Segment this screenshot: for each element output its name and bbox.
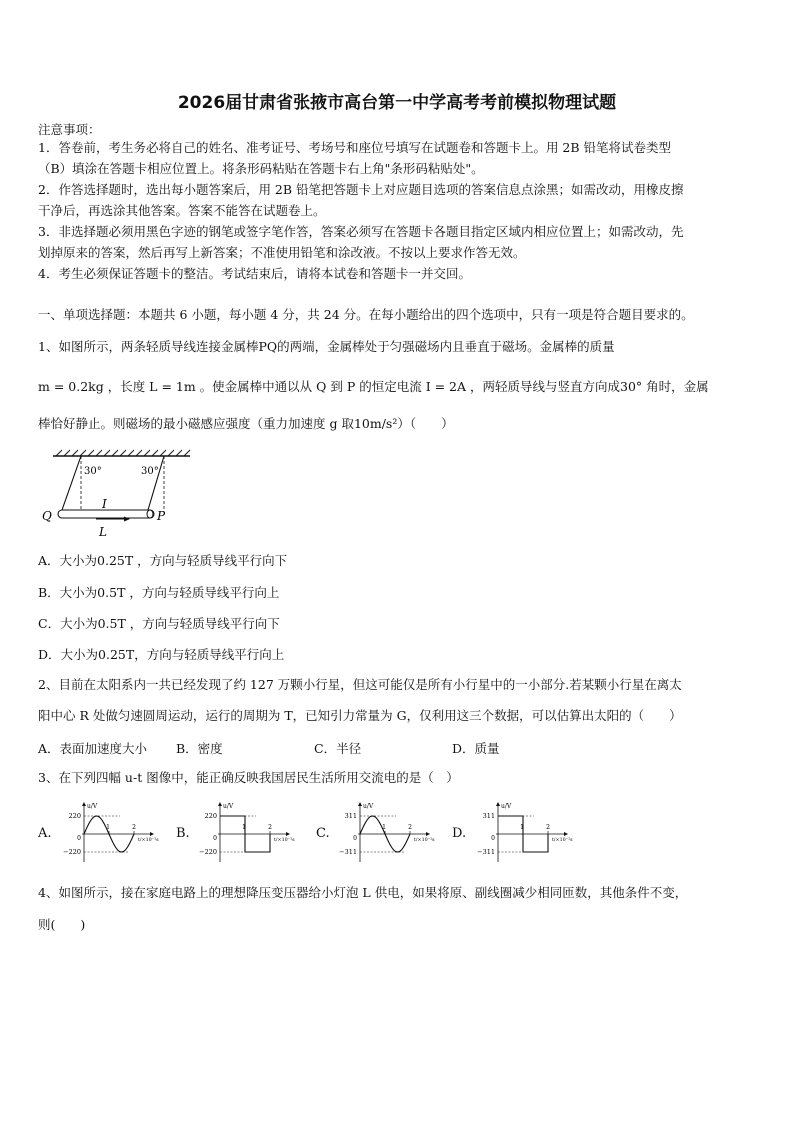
x-tick-label: 1: [382, 824, 386, 831]
x-tick-label: 1: [106, 824, 110, 831]
origin-label: 0: [353, 835, 357, 842]
x-tick-label: 1: [242, 824, 246, 831]
q1-end-q: Q: [42, 509, 52, 523]
q4-stem: 4、如图所示，接在家庭电路上的理想降压变压器给小灯泡 L 供电，如果将原、副线圈减少相同匝数，其他条件不变，: [38, 885, 688, 900]
notice-heading: 注意事项：: [38, 122, 101, 137]
y-axis-label: u/V: [501, 803, 512, 810]
q2-stem: 阳中心 R 处做匀速圆周运动，运行的周期为 T，已知引力常量为 G，仅利用这三个数据，可以估算出太阳的（ ）: [38, 708, 682, 723]
q3-option-d-label[interactable]: D.: [452, 826, 467, 841]
q1-angle-left: 30°: [84, 466, 102, 477]
q1-current-label: I: [102, 497, 107, 511]
x-axis-arrow: [426, 832, 430, 836]
x-tick-label: 1: [520, 824, 524, 831]
x-axis-label: t/×10⁻²s: [414, 838, 435, 843]
x-tick-label: 2: [408, 824, 412, 831]
q1-figure: [38, 448, 198, 544]
q3-graph-b[interactable]: [196, 800, 296, 866]
q2-option-b[interactable]: B．密度: [176, 741, 223, 756]
y-axis-arrow: [496, 802, 500, 806]
q3-option-c-label[interactable]: C.: [316, 826, 330, 841]
q3-graph-d[interactable]: [474, 800, 574, 866]
x-axis-arrow: [286, 832, 290, 836]
x-tick-label: 2: [268, 824, 272, 831]
y-axis-arrow: [82, 802, 86, 806]
q2-option-a[interactable]: A．表面加速度大小: [38, 741, 148, 756]
q1-stem: 1、如图所示，两条轻质导线连接金属棒PQ的两端，金属棒处于匀强磁场内且垂直于磁场。金属棒的质量: [38, 339, 615, 354]
q3-option-a-label[interactable]: A.: [38, 826, 52, 841]
notice-line: 划掉原来的答案，然后再写上新答案；不准使用铅笔和涂改液。不按以上要求作答无效。: [38, 245, 526, 260]
q4-stem: 则( ): [38, 917, 86, 932]
section-heading: 一、单项选择题：本题共 6 小题，每小题 4 分，共 24 分。在每小题给出的四个选项中，只有一项是符合题目要求的。: [38, 307, 694, 322]
x-axis-label: t/×10⁻²s: [274, 838, 295, 843]
x-axis-label: t/×10⁻²s: [138, 838, 159, 843]
q1-angle-right: 30°: [141, 466, 159, 477]
y-axis-label: u/V: [87, 803, 98, 810]
y-axis-arrow: [218, 802, 222, 806]
q1-end-p: P: [157, 509, 166, 523]
notice-line: 3．非选择题必须用黑色字迹的钢笔或签字笔作答，答案必须写在答题卡各题目指定区域内相应位置上；如需改动，先: [38, 224, 684, 239]
q3-option-b-label[interactable]: B.: [176, 826, 190, 841]
y-tick-bottom: −220: [63, 848, 81, 856]
y-tick-top: 220: [68, 812, 81, 820]
q2-option-c[interactable]: C．半径: [314, 741, 362, 756]
q3-graph-c[interactable]: [336, 800, 436, 866]
notice-line: 干净后，再选涂其他答案。答案不能答在试题卷上。: [38, 203, 326, 218]
q1-length-label: L: [99, 525, 107, 539]
notice-line: 1．答卷前，考生务必将自己的姓名、准考证号、考场号和座位号填写在试题卷和答题卡上。用 2B 铅笔将试卷类型: [38, 140, 672, 155]
y-axis-label: u/V: [223, 803, 234, 810]
y-axis-arrow: [358, 802, 362, 806]
x-axis-arrow: [150, 832, 154, 836]
x-tick-label: 2: [132, 824, 136, 831]
x-axis-label: t/×10⁻²s: [552, 838, 573, 843]
q1-stem: 棒恰好静止。则磁场的最小磁感应强度（重力加速度 g 取10m/s²）（ ）: [38, 416, 454, 431]
q1-stem: m = 0.2kg ，长度 L = 1m 。使金属棒中通以从 Q 到 P 的恒定电流 I = 2A ，两轻质导线与竖直方向成30° 角时，金属: [38, 379, 709, 394]
y-tick-bottom: −311: [339, 848, 357, 856]
origin-label: 0: [491, 835, 495, 842]
notice-line: 2．作答选择题时，选出每小题答案后，用 2B 铅笔把答题卡上对应题目选项的答案信息点涂黑；如需改动，用橡皮擦: [38, 182, 684, 197]
q2-option-d[interactable]: D．质量: [452, 741, 500, 756]
q3-stem: 3、在下列四幅 u-t 图像中，能正确反映我国居民生活所用交流电的是（ ）: [38, 770, 459, 785]
q3-graph-a[interactable]: [60, 800, 160, 866]
notice-line: 4．考生必须保证答题卡的整洁。考试结束后，请将本试卷和答题卡一并交回。: [38, 266, 471, 281]
y-tick-top: 311: [344, 812, 357, 820]
q1-option-a[interactable]: A．大小为0.25T ，方向与轻质导线平行向下: [38, 553, 288, 568]
q1-option-d[interactable]: D．大小为0.25T，方向与轻质导线平行向上: [38, 647, 285, 662]
notice-line: （B）填涂在答题卡相应位置上。将条形码粘贴在答题卡右上角"条形码粘贴处"。: [38, 161, 484, 176]
exam-title: 2026届甘肃省张掖市高台第一中学高考考前模拟物理试题: [177, 93, 617, 113]
y-tick-top: 311: [482, 812, 495, 820]
origin-label: 0: [213, 835, 217, 842]
q1-option-b[interactable]: B．大小为0.5T ，方向与轻质导线平行向上: [38, 585, 280, 600]
origin-label: 0: [77, 835, 81, 842]
y-axis-label: u/V: [363, 803, 374, 810]
y-tick-bottom: −311: [477, 848, 495, 856]
y-tick-bottom: −220: [199, 848, 217, 856]
x-axis-arrow: [564, 832, 568, 836]
y-tick-top: 220: [204, 812, 217, 820]
q2-stem: 2、目前在太阳系内一共已经发现了约 127 万颗小行星，但这可能仅是所有小行星中的一小部分.若某颗小行星在离太: [38, 677, 682, 692]
q1-option-c[interactable]: C．大小为0.5T ，方向与轻质导线平行向下: [38, 616, 280, 631]
x-tick-label: 2: [546, 824, 550, 831]
